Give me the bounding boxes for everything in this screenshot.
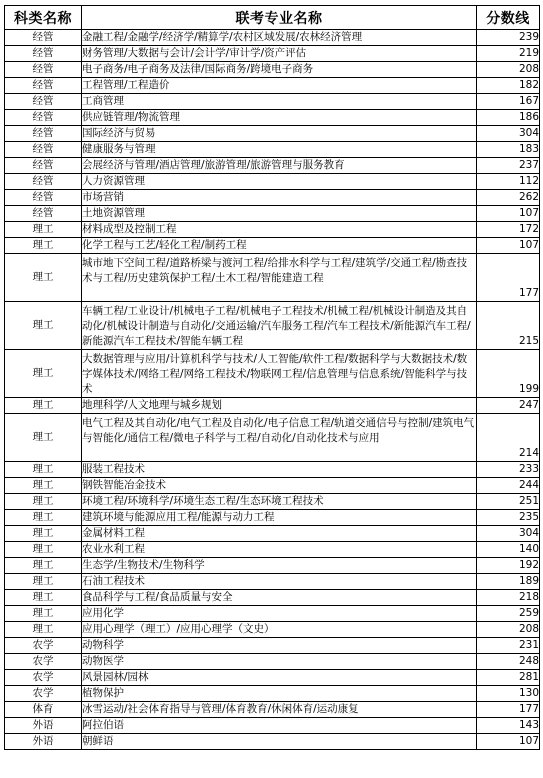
- score-cell: 251: [477, 494, 540, 510]
- score-cell: 233: [477, 462, 540, 478]
- table-row: [5, 734, 540, 750]
- major-cell: 服装工程技术: [82, 462, 477, 478]
- category-cell: 农学: [5, 654, 82, 670]
- major-cell: 市场营销: [82, 190, 477, 206]
- score-cell: 262: [477, 190, 540, 206]
- major-cell: 化学工程与工艺/轻化工程/制药工程: [82, 238, 477, 254]
- major-cell: 应用心理学（理工）/应用心理学（文史）: [82, 622, 477, 638]
- major-cell: 金属材料工程: [82, 526, 477, 542]
- table-row: [5, 174, 540, 190]
- category-cell: 经管: [5, 30, 82, 46]
- major-cell: 建筑环境与能源应用工程/能源与动力工程: [82, 510, 477, 526]
- table-row: [5, 654, 540, 670]
- score-cell: 130: [477, 686, 540, 702]
- major-cell: 土地资源管理: [82, 206, 477, 222]
- score-cell: 208: [477, 62, 540, 78]
- major-cell: 生态学/生物技术/生物科学: [82, 558, 477, 574]
- score-cell: 140: [477, 542, 540, 558]
- score-cell: 259: [477, 606, 540, 622]
- major-cell: 会展经济与管理/酒店管理/旅游管理/旅游管理与服务教育: [82, 158, 477, 174]
- category-cell: 农学: [5, 686, 82, 702]
- category-cell: 经管: [5, 174, 82, 190]
- score-table: [4, 5, 540, 750]
- score-cell: 189: [477, 574, 540, 590]
- score-cell: 235: [477, 510, 540, 526]
- category-cell: 经管: [5, 206, 82, 222]
- score-cell: 218: [477, 590, 540, 606]
- major-cell: 植物保护: [82, 686, 477, 702]
- major-cell: 朝鲜语: [82, 734, 477, 750]
- score-cell: 107: [477, 206, 540, 222]
- category-cell: 理工: [5, 494, 82, 510]
- score-cell: 107: [477, 238, 540, 254]
- category-cell: 经管: [5, 78, 82, 94]
- table-row: [5, 542, 540, 558]
- major-cell: 人力资源管理: [82, 174, 477, 190]
- table-row: [5, 398, 540, 414]
- major-cell: 国际经济与贸易: [82, 126, 477, 142]
- category-cell: 理工: [5, 542, 82, 558]
- category-cell: 经管: [5, 94, 82, 110]
- category-cell: 理工: [5, 510, 82, 526]
- score-cell: 167: [477, 94, 540, 110]
- category-cell: 经管: [5, 110, 82, 126]
- category-cell: 农学: [5, 638, 82, 654]
- major-cell: 钢铁智能冶金技术: [82, 478, 477, 494]
- table-row: [5, 462, 540, 478]
- score-cell: 248: [477, 654, 540, 670]
- score-cell: 247: [477, 398, 540, 414]
- major-cell: 电子商务/电子商务及法律/国际商务/跨境电子商务: [82, 62, 477, 78]
- header-category: 科类名称: [5, 6, 82, 30]
- category-cell: 理工: [5, 478, 82, 494]
- table-row: [5, 670, 540, 686]
- category-cell: 外语: [5, 718, 82, 734]
- table-row: [5, 94, 540, 110]
- score-cell: 172: [477, 222, 540, 238]
- category-cell: 理工: [5, 414, 82, 462]
- category-cell: 理工: [5, 574, 82, 590]
- category-cell: 理工: [5, 222, 82, 238]
- table-row: [5, 686, 540, 702]
- table-row: [5, 30, 540, 46]
- major-cell: 工程管理/工程造价: [82, 78, 477, 94]
- major-cell: 动物医学: [82, 654, 477, 670]
- score-cell: 112: [477, 174, 540, 190]
- table-row: [5, 238, 540, 254]
- score-cell: 182: [477, 78, 540, 94]
- category-cell: 理工: [5, 398, 82, 414]
- category-cell: 理工: [5, 238, 82, 254]
- major-cell: 电气工程及其自动化/电气工程及自动化/电子信息工程/轨道交通信号与控制/建筑电气与智能化/通信工程/微电子科学与工程/自动化/自动化技术与应用: [82, 414, 477, 462]
- category-cell: 理工: [5, 350, 82, 398]
- major-cell: 风景园林/园林: [82, 670, 477, 686]
- header-major: 联考专业名称: [82, 6, 477, 30]
- table-row: [5, 494, 540, 510]
- category-cell: 理工: [5, 590, 82, 606]
- table-row: [5, 702, 540, 718]
- major-cell: 大数据管理与应用/计算机科学与技术/人工智能/软件工程/数据科学与大数据技术/数字媒体技术/网络工程/网络工程技术/物联网工程/信息管理与信息系统/智能科学与技术: [82, 350, 477, 398]
- header-row: [5, 6, 540, 30]
- category-cell: 农学: [5, 670, 82, 686]
- table-row: [5, 638, 540, 654]
- major-cell: 城市地下空间工程/道路桥梁与渡河工程/给排水科学与工程/建筑学/交通工程/勘查技术与工程/历史建筑保护工程/土木工程/智能建造工程: [82, 254, 477, 302]
- table-row: [5, 526, 540, 542]
- category-cell: 体育: [5, 702, 82, 718]
- score-cell: 304: [477, 526, 540, 542]
- table-row: [5, 606, 540, 622]
- category-cell: 经管: [5, 126, 82, 142]
- category-cell: 理工: [5, 302, 82, 350]
- score-cell: 143: [477, 718, 540, 734]
- major-cell: 食品科学与工程/食品质量与安全: [82, 590, 477, 606]
- score-cell: 219: [477, 46, 540, 62]
- score-cell: 304: [477, 126, 540, 142]
- major-cell: 材料成型及控制工程: [82, 222, 477, 238]
- table-row: [5, 62, 540, 78]
- table-row: [5, 350, 540, 398]
- table-row: [5, 590, 540, 606]
- table-row: [5, 142, 540, 158]
- score-cell: 208: [477, 622, 540, 638]
- category-cell: 外语: [5, 734, 82, 750]
- major-cell: 车辆工程/工业设计/机械电子工程/机械电子工程技术/机械工程/机械设计制造及其自动化/机械设计制造与自动化/交通运输/汽车服务工程/汽车工程技术/新能源汽车工程/新能源汽车工程技术/智能车辆工程: [82, 302, 477, 350]
- table-row: [5, 414, 540, 462]
- major-cell: 工商管理: [82, 94, 477, 110]
- table-row: [5, 222, 540, 238]
- score-cell: 186: [477, 110, 540, 126]
- category-cell: 理工: [5, 526, 82, 542]
- header-score: 分数线: [477, 6, 540, 30]
- category-cell: 经管: [5, 62, 82, 78]
- table-row: [5, 510, 540, 526]
- table-row: [5, 302, 540, 350]
- score-cell: 237: [477, 158, 540, 174]
- score-cell: 231: [477, 638, 540, 654]
- score-cell: 192: [477, 558, 540, 574]
- major-cell: 农业水利工程: [82, 542, 477, 558]
- score-cell: 215: [477, 302, 540, 350]
- category-cell: 理工: [5, 558, 82, 574]
- table-row: [5, 718, 540, 734]
- major-cell: 应用化学: [82, 606, 477, 622]
- major-cell: 石油工程技术: [82, 574, 477, 590]
- category-cell: 经管: [5, 158, 82, 174]
- score-cell: 199: [477, 350, 540, 398]
- table-row: [5, 574, 540, 590]
- major-cell: 健康服务与管理: [82, 142, 477, 158]
- table-row: [5, 126, 540, 142]
- score-cell: 177: [477, 254, 540, 302]
- table-row: [5, 478, 540, 494]
- score-cell: 177: [477, 702, 540, 718]
- major-cell: 供应链管理/物流管理: [82, 110, 477, 126]
- table-row: [5, 254, 540, 302]
- score-cell: 244: [477, 478, 540, 494]
- score-cell: 107: [477, 734, 540, 750]
- category-cell: 理工: [5, 606, 82, 622]
- table-row: [5, 558, 540, 574]
- table-row: [5, 622, 540, 638]
- table-row: [5, 110, 540, 126]
- score-cell: 183: [477, 142, 540, 158]
- major-cell: 地理科学/人文地理与城乡规划: [82, 398, 477, 414]
- category-cell: 理工: [5, 622, 82, 638]
- category-cell: 理工: [5, 254, 82, 302]
- category-cell: 经管: [5, 142, 82, 158]
- major-cell: 阿拉伯语: [82, 718, 477, 734]
- major-cell: 财务管理/大数据与会计/会计学/审计学/资产评估: [82, 46, 477, 62]
- major-cell: 动物科学: [82, 638, 477, 654]
- major-cell: 环境工程/环境科学/环境生态工程/生态环境工程技术: [82, 494, 477, 510]
- category-cell: 经管: [5, 190, 82, 206]
- category-cell: 理工: [5, 462, 82, 478]
- score-cell: 214: [477, 414, 540, 462]
- table-row: [5, 78, 540, 94]
- score-cell: 239: [477, 30, 540, 46]
- table-row: [5, 158, 540, 174]
- table-row: [5, 190, 540, 206]
- major-cell: 冰雪运动/社会体育指导与管理/体育教育/休闲体育/运动康复: [82, 702, 477, 718]
- major-cell: 金融工程/金融学/经济学/精算学/农村区域发展/农林经济管理: [82, 30, 477, 46]
- score-cell: 281: [477, 670, 540, 686]
- table-row: [5, 46, 540, 62]
- category-cell: 经管: [5, 46, 82, 62]
- table-row: [5, 206, 540, 222]
